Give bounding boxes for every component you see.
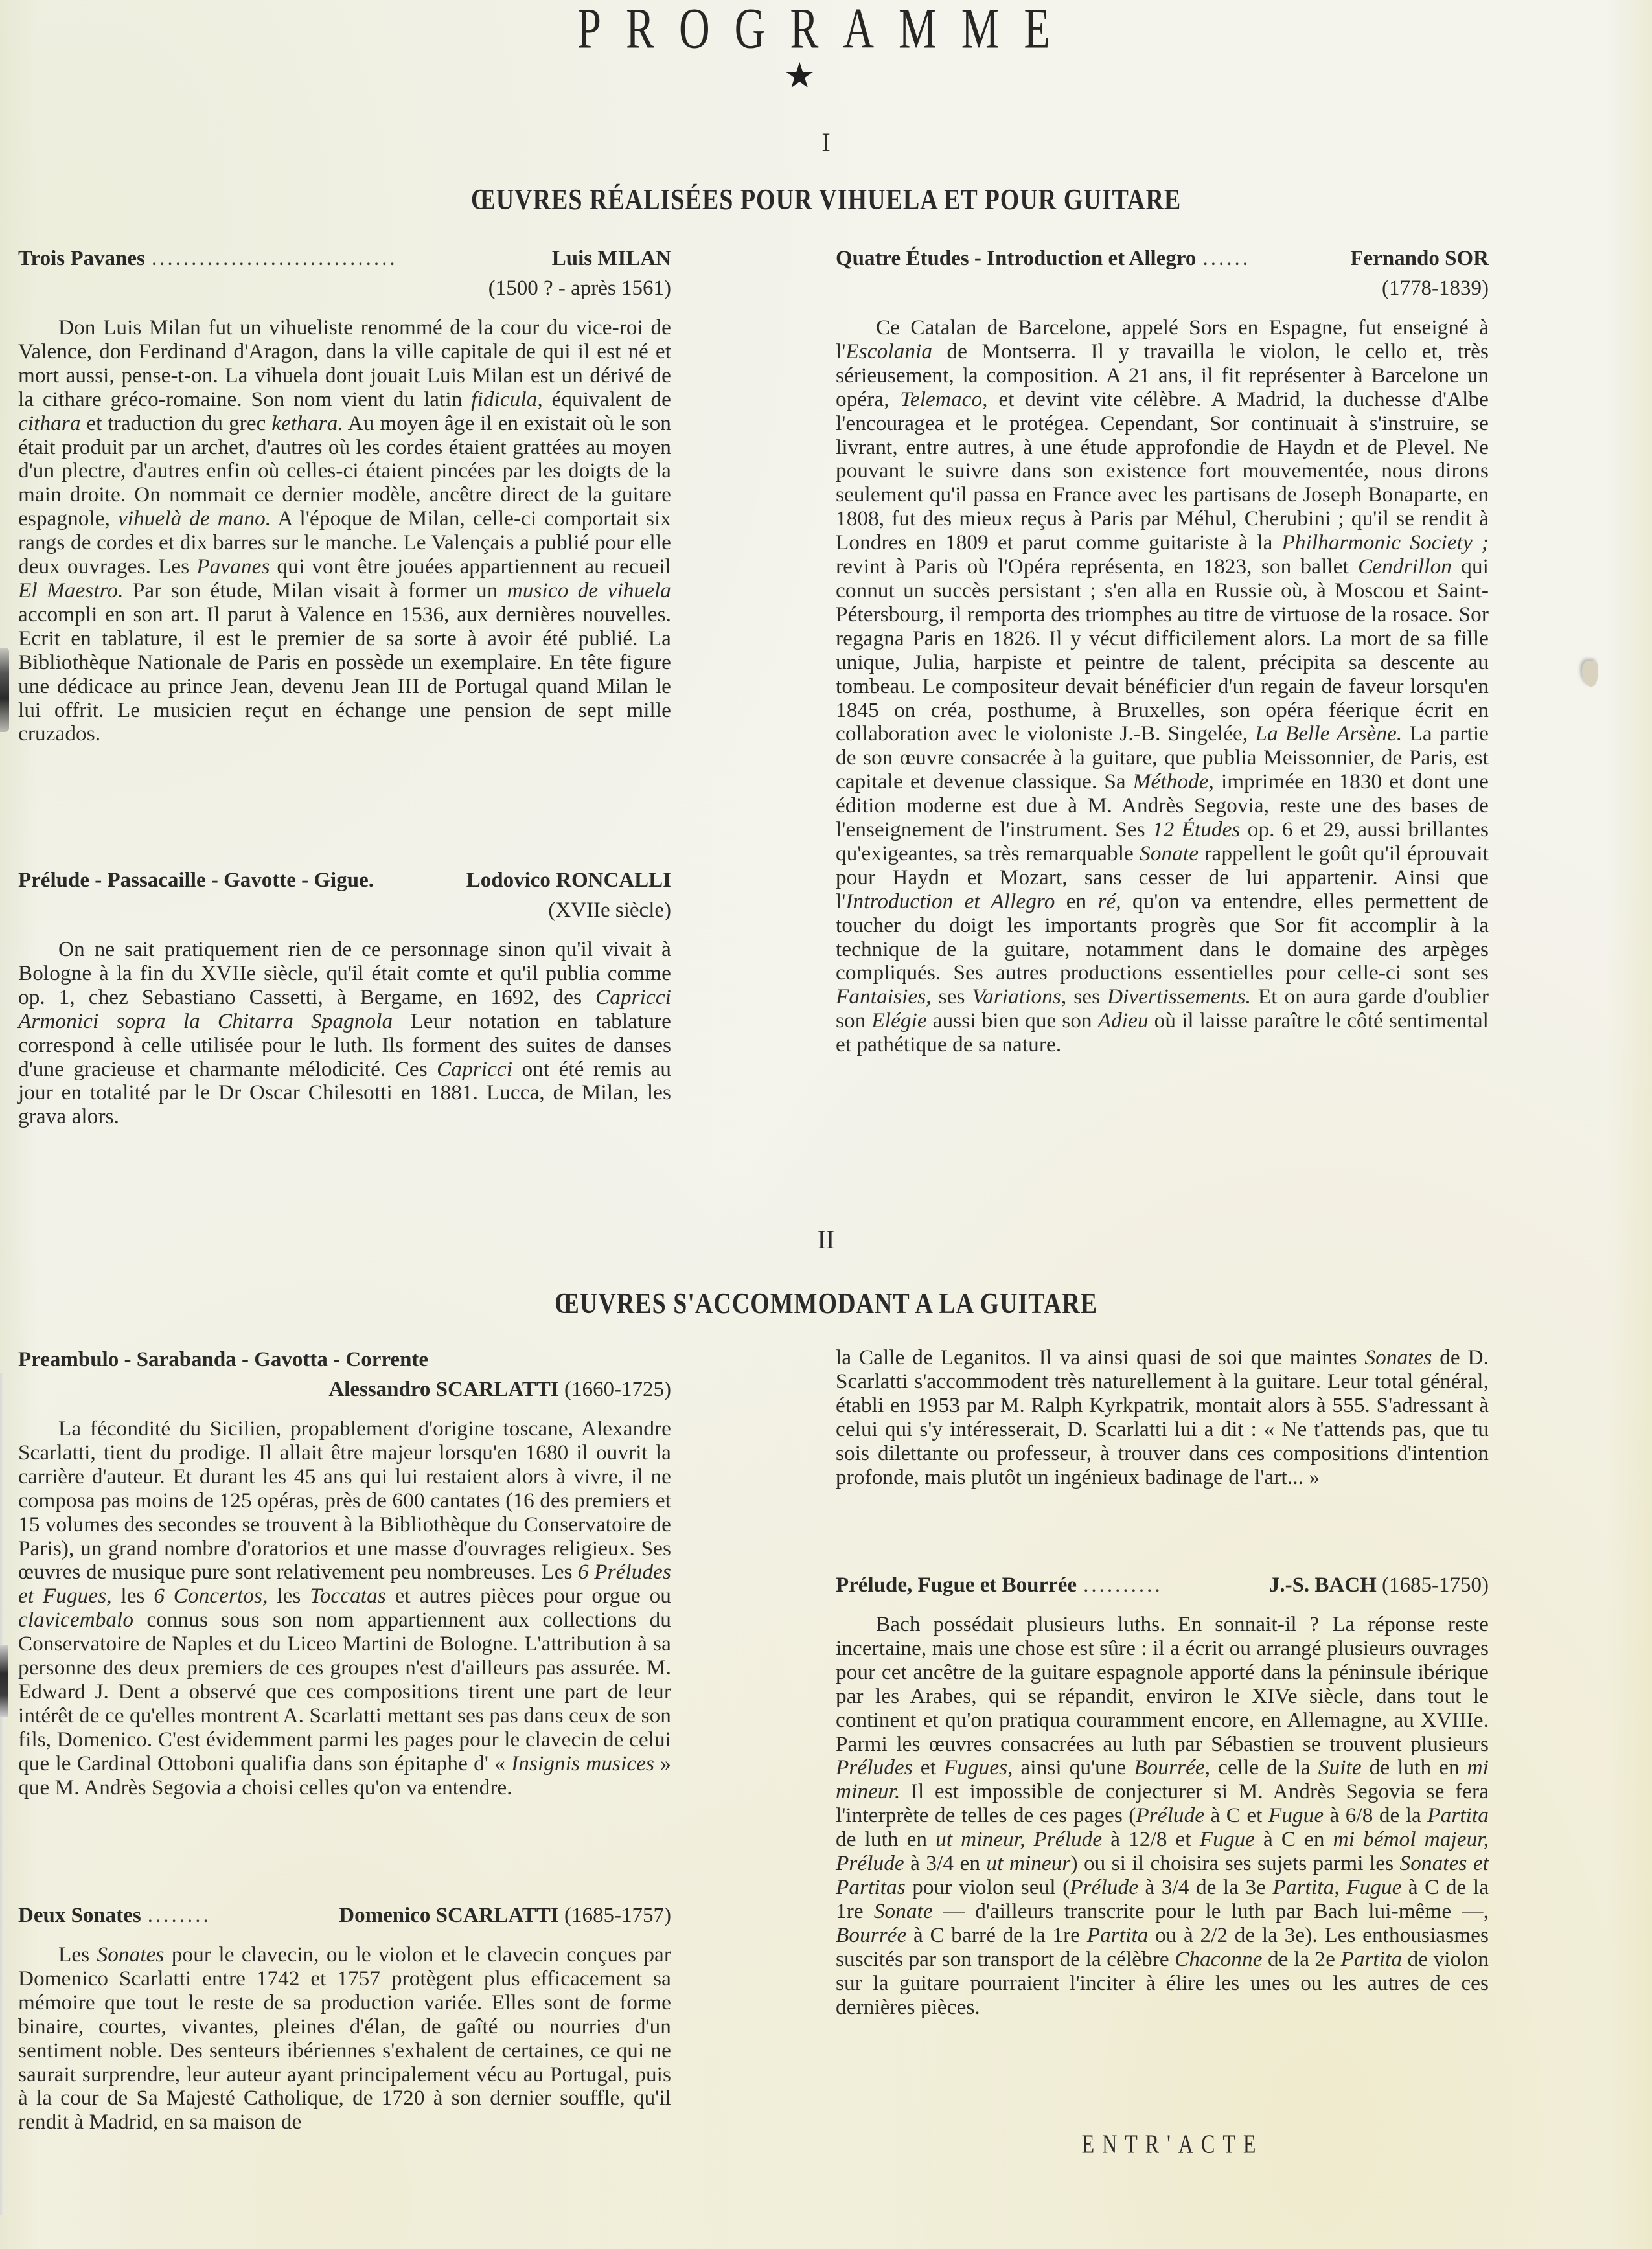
entry-header [18, 1345, 671, 1375]
italic-text: Capricci [437, 1056, 513, 1081]
text-run: et [912, 1755, 944, 1780]
entry-header [18, 244, 671, 273]
text-run: revint à Paris où l'Opéra représenta, en 1823, son ballet [836, 554, 1359, 579]
italic-text: Philharmonic Society ; [1281, 531, 1489, 555]
entry-header [18, 1901, 671, 1930]
text-run: Au moyen âge il en existait où le son était produit par un archet, d'autres où les cordes étaient grattées au moyen d'un plectre, d'autres enfin où celles-ci étaient pincées par les doigts de la main droite. On nommait ce dernier modèle, ancêtre direct de la guitare espagnole, [18, 411, 671, 531]
entry-sor [836, 244, 1489, 1057]
italic-text: Prélude [1070, 1875, 1139, 1899]
composer-name: Luis MILAN [551, 247, 671, 270]
italic-text: fidicula, [471, 387, 543, 411]
italic-text: ré, [1097, 889, 1121, 913]
composer-dates: (1685-1757) [564, 1904, 671, 1927]
text-run: Ce Catalan de Barcelone, appelé Sors en Espagne, fut enseigné à l' [836, 315, 1489, 363]
text-run: Par son étude, Milan visait à former un [123, 578, 507, 602]
text-run: en [1055, 889, 1098, 913]
composer-dates: (1500 ? - après 1561) [488, 277, 671, 300]
composer-dates: (1660-1725) [564, 1378, 671, 1401]
entry-body [836, 1613, 1489, 2019]
text-run: qui vont être jouées appartiennent au recueil [270, 554, 671, 579]
text-run: aussi bien que son [926, 1009, 1098, 1033]
italic-text: Cendrillon [1358, 554, 1452, 579]
composer-line [339, 1901, 671, 1930]
composer-dates: (1685-1750) [1382, 1573, 1489, 1597]
text-run: connus sous son nom appartiennent aux collections du Conservatoire de Naples et du Liceo Martini de Bologne. L'attribution à sa personne des deux premiers de ces groupes n'est d'ailleurs pas assurée. M. Edward J. Dent a observé que ces compositions tirent une part de leur intérêt de ce qu'elles montrent A. Scarlatti mettant ses pas dans ceux de son fils, Domenico. C'est évidemment parmi les pages pour le clavecin de celui que le Cardinal Ottoboni qualifia dans son épitaphe d' « [18, 1608, 671, 1775]
italic-text: ut mineur, Prélude [935, 1827, 1103, 1852]
text-run: Et on aura garde d'oublier son [836, 985, 1489, 1033]
italic-text: Fugue [1199, 1827, 1255, 1852]
page-tear-lower [0, 1645, 8, 1717]
text-run: et traduction du grec [80, 411, 272, 435]
italic-text: Fantaisies, [836, 985, 932, 1009]
italic-text: Suite [1318, 1755, 1362, 1780]
leader-dots: .......... [1083, 1573, 1163, 1597]
text-run: qui connut un succès persistant ; s'en alla en Russie où, à Moscou et Saint-Pétersbourg, il remporta des triomphes au titre de virtuose de la rosace. Sor regagna Paris en 1826. Il y vécut difficilement alors. La mort de sa fille unique, Julia, harpiste et peintre de talent, précipita sa descente au tombeau. Le compositeur devait bénéficier d'un regain de faveur lorsqu'en 1845 on créa, posthume, à Bruxelles, son opéra féerique écrit en collaboration avec le violoniste J.-B. Singelée, [836, 554, 1489, 746]
text-run: les [268, 1584, 310, 1608]
leader-dots: ........ [147, 1904, 211, 1927]
italic-text: Fugues, [943, 1755, 1013, 1780]
composer-dates: (XVIIe siècle) [548, 898, 671, 922]
text-run: ont été remis au jour en totalité par le Dr Oscar Chilesotti en 1881. Lucca, de Milan, les grava alors. [18, 1056, 671, 1129]
paragraph [18, 938, 671, 1129]
text-run: ou à 2/2 de la 3e). Les enthousiasmes suscités par son transport de la célèbre [836, 1923, 1489, 1971]
text-run: la Calle de Leganitos. Il va ainsi quasi de soi que maintes [836, 1345, 1365, 1369]
text-run: La fécondité du Sicilien, propablement d'origine toscane, Alexandre Scarlatti, tient du prodige. Il allait être majeur lorsqu'en 1680 il ouvrit la carrière d'auteur. Et durant les 45 ans qui lui restaient alors à vivre, il ne composa pas moins de 125 opéras, près de 600 cantates (16 des premiers et 15 volumes des secondes se trouvent à la Bibliothèque du Conservatoire de Paris), un grand nombre d'oratorios et une masse d'ouvrages religieux. Ses œuvres de musique pure sont relativement peu nombreuses. Les [18, 1417, 671, 1584]
text-run: de la 2e [1262, 1946, 1341, 1971]
text-run: pour violon seul ( [905, 1875, 1070, 1899]
italic-text: mi mineur. [836, 1755, 1489, 1804]
italic-text: Adieu [1097, 1009, 1149, 1033]
italic-text: Bourrée [836, 1923, 907, 1947]
italic-text: mi bémol majeur, Prélude [836, 1827, 1489, 1876]
paragraph [836, 1346, 1489, 1489]
italic-text: kethara. [271, 411, 343, 435]
part-heading-2: ŒUVRES S'ACCOMMODANT A LA GUITARE [554, 1287, 1098, 1320]
work-title: Preambulo - Sarabanda - Gavotta - Corrente [18, 1348, 429, 1371]
paragraph [18, 1943, 671, 2134]
italic-text: 6 Préludes et Fugues, [18, 1560, 671, 1608]
italic-text: clavicembalo [18, 1608, 134, 1632]
text-run: de Montserra. Il y travailla le violon, le cello et, très sérieusement, la composition. A 21 ans, il fit représenter à Barcelone un opéra, [836, 339, 1489, 411]
text-run: de luth en [1361, 1755, 1467, 1780]
text-run: à 6/8 de la [1324, 1803, 1428, 1828]
text-run: pour le clavecin, ou le violon et le clavecin conçues par Domenico Scarlatti entre 1742 et 1757 protègent plus efficacement sa mémoire que tout le reste de sa production variée. Elles sont de forme binaire, courtes, vivantes, pleines d'élan, de gaîté ou nourries d'un sentiment noble. Des senteurs ibériennes s'exhalent de certaines, ce qui ne saurait surprendre, leur auteur ayant principalement vécu au Portugal, puis à la cour de Sa Majesté Catholique, de 1720 à son dernier souffle, qu'il rendit à Madrid, en sa maison de [18, 1943, 671, 2134]
work-title: Trois Pavanes [18, 247, 145, 270]
leader-dots: ............................... [151, 247, 398, 270]
text-run: Bach possédait plusieurs luths. En sonnait-il ? La réponse reste incertaine, mais une chose est sûre : il a écrit ou arrangé plusieurs ouvrages pour cet ancêtre de la guitare espagnole apporté dans la péninsule ibérique par les Arabes, qui se répandit, environ le XIVe siècle, dans tout le continent et qu'on pratiqua couramment encore, en Allemagne, au XVIIIe. Parmi les œuvres consacrées au luth par Sébastien se trouvent plusieurs [836, 1612, 1489, 1756]
text-run: qu'on va entendre, elles permettent de toucher du doigt les importants progrès que Sor fit accomplir à la technique de la guitare, notamment dans le domaine des arpèges compliqués. Ses autres productions essentielles pour celle-ci sont ses [836, 889, 1489, 985]
work-title: Prélude - Passacaille - Gavotte - Gigue. [18, 869, 374, 892]
italic-text: Pavanes [196, 554, 270, 579]
entry-roncalli [18, 865, 671, 1129]
entry-bach [836, 1570, 1489, 2019]
entry-header [836, 244, 1489, 273]
italic-text: Elégie [871, 1009, 927, 1033]
italic-text: Insignis musices [511, 1751, 655, 1775]
work-title: Deux Sonates [18, 1904, 141, 1927]
text-run: les [111, 1584, 154, 1608]
italic-text: Partita, Fugue [1272, 1875, 1402, 1899]
italic-text: Prélude [1136, 1803, 1205, 1828]
star-icon: ★ [784, 56, 816, 95]
part-heading-1: ŒUVRES RÉALISÉES POUR VIHUELA ET POUR GUITARE [470, 183, 1182, 216]
text-run: ) ou si il choisira ses sujets parmi les [1070, 1851, 1400, 1876]
entry-body [836, 316, 1489, 1057]
text-run: rappellent le goût qu'il éprouvait pour Haydn et Mozart, sans cesser de lui appartenir. Ainsi que l' [836, 841, 1489, 913]
italic-text: Telemaco, [900, 387, 988, 411]
paragraph [836, 1613, 1489, 2019]
italic-text: Méthode, [1132, 770, 1214, 794]
text-run: Les [58, 1943, 97, 1967]
text-run: ainsi qu'une [1013, 1755, 1134, 1780]
text-run: de D. Scarlatti s'accommodent très naturellement à la guitare. Leur total général, établi en 1953 par M. Ralph Kyrkpatrik, montait alors à 555. S'adressant à celui qui s'y intéresserait, D. Scarlatti lui a dit : « Ne t'attends pas, que tu sois dilettante ou professeur, à trouver dans ces compositions d'intention profonde, mais plutôt un ingénieux badinage de l'art... » [836, 1345, 1489, 1489]
paper-chip [1582, 661, 1598, 687]
italic-text: Variations, [972, 985, 1067, 1009]
entry-body [18, 316, 671, 746]
text-run: Il est impossible de conjecturer si M. Andrès Segovia se fera l'interprète de telles de ces pages ( [836, 1779, 1489, 1828]
text-run: à C barré de la 1re [906, 1923, 1087, 1947]
italic-text: Divertissements. [1107, 985, 1251, 1009]
text-run: celle de la [1210, 1755, 1318, 1780]
italic-text: Sonates [1364, 1345, 1432, 1369]
text-run: Don Luis Milan fut un vihueliste renommé de la cour du vice-roi de Valence, don Ferdinand d'Aragon, dans la ville capitale de qui il est né et mort aussi, pense-t-on. La vihuela dont jouait Luis Milan est un dérivé de la cithare gréco-romaine. Son nom vient du latin [18, 315, 671, 411]
composer-name: Lodovico RONCALLI [466, 869, 671, 892]
text-run: On ne sait pratiquement rien de ce personnage sinon qu'il vivait à Bologne à la fin du XVIIe siècle, qu'il était comte et qu'il publia comme op. 1, chez Sebastiano Cassetti, à Bergame, en 1692, des [18, 937, 671, 1009]
italic-text: Introduction et Allegro [845, 889, 1055, 913]
paragraph [18, 1417, 671, 1800]
italic-text: Préludes [836, 1755, 913, 1780]
entry-alessandro-scarlatti [18, 1345, 671, 1800]
work-title: Prélude, Fugue et Bourrée [836, 1573, 1077, 1597]
text-run: et autres pièces pour orgue ou [385, 1584, 671, 1608]
italic-text: Fugue [1268, 1803, 1324, 1828]
composer-dates: (1778-1839) [1382, 277, 1489, 300]
paragraph [836, 316, 1489, 1057]
entry-domenico-scarlatti [18, 1901, 671, 2134]
text-run: à C en [1255, 1827, 1333, 1852]
italic-text: Bourrée, [1134, 1755, 1211, 1780]
part-numeral-1: I [821, 128, 831, 157]
italic-text: Chaconne [1175, 1946, 1263, 1971]
italic-text: musico de vihuela [507, 578, 671, 602]
text-run: à C de la 1re [836, 1875, 1489, 1923]
italic-text: 12 Études [1152, 817, 1241, 842]
continuation-body [836, 1346, 1489, 1489]
entry-body [18, 1943, 671, 2134]
italic-text: Partita [1340, 1946, 1403, 1971]
paragraph [18, 316, 671, 746]
text-run: à 3/4 en [904, 1851, 987, 1876]
text-run: ses [1066, 985, 1108, 1009]
work-title: Quatre Études - Introduction et Allegro [836, 247, 1197, 270]
text-run: à 3/4 de la 3e [1138, 1875, 1273, 1899]
entry-body [18, 938, 671, 1129]
italic-text: Escolania [845, 339, 933, 363]
page-tear [0, 648, 9, 732]
text-run: La partie de son œuvre consacrée à la guitare, que publia Meissonnier, de Paris, est capitale et devenue classique. Sa [836, 722, 1489, 794]
italic-text: ut mineur [986, 1851, 1071, 1876]
composer-name: J.-S. BACH [1268, 1573, 1377, 1597]
composer-name: Domenico SCARLATTI [339, 1904, 559, 1927]
italic-text: 6 Concertos, [154, 1584, 268, 1608]
composer-line [18, 1375, 671, 1404]
text-run: A l'époque de Milan, celle-ci comportait six rangs de cordes et dix barres sur le manche. Le Valençais a publié pour elle deux ouvrages. Les [18, 507, 671, 579]
text-run: équivalent de [542, 387, 672, 411]
italic-text: El Maestro. [18, 578, 124, 602]
part-numeral-2: II [817, 1225, 835, 1254]
entry-continuation [836, 1346, 1489, 1489]
text-run: où il laisse paraître le côté sentimental et pathétique de sa nature. [836, 1009, 1489, 1057]
text-run: à C et [1204, 1803, 1268, 1828]
entry-milan [18, 244, 671, 746]
italic-text: Sonate [873, 1899, 933, 1923]
italic-text: vihuelà de mano. [117, 507, 271, 531]
text-run: op. 6 et 29, aussi brillantes qu'exigeantes, sa très remarquable [836, 817, 1489, 865]
italic-text: Sonates et Partitas [836, 1851, 1489, 1899]
page-edge-shadow [0, 1373, 5, 2215]
leader-dots: ...... [1202, 247, 1250, 270]
italic-text: La Belle Arsène. [1255, 722, 1403, 746]
entracte-label: ENTR'ACTE [1081, 2129, 1264, 2159]
text-run: accompli en son art. Il parut à Valence en 1536, aux dernières nouvelles. Ecrit en tablature, il est le premier de sa sorte à avoir été publié. La Bibliothèque Nationale de Paris en possède un exemplaire. En tête figure une dédicace au prince Jean, devenu Jean III de Portugal quand Milan le lui offrit. Le musicien reçut en échange une pension de sept mille cruzados. [18, 602, 671, 746]
italic-text: Partita [1086, 1923, 1149, 1947]
entry-header [18, 865, 671, 895]
italic-text: Toccatas [310, 1584, 386, 1608]
italic-text: Sonate [1140, 841, 1199, 865]
entry-body [18, 1417, 671, 1800]
italic-text: Capricci Armonici sopra la Chitarra Spagnola [18, 985, 671, 1033]
composer-line [1269, 1570, 1489, 1600]
italic-text: Partita [1427, 1803, 1489, 1828]
text-run: à 12/8 et [1102, 1827, 1200, 1852]
text-run: de violon sur la guitare pourraient l'inciter à élire les unes ou les autres de ces dernières pièces. [836, 1946, 1489, 2019]
entry-header [836, 1570, 1489, 1600]
composer-name: Alessandro SCARLATTI [328, 1378, 559, 1401]
text-run: imprimée en 1830 et dont une édition moderne est due à M. Andrès Segovia, reste une des bases de l'enseignement de l'instrument. Ses [836, 770, 1489, 842]
italic-text: Sonates [97, 1943, 165, 1967]
text-run: et devint vite célèbre. A Madrid, la duchesse d'Albe l'encouragea et le protégea. Cependant, Sor continuait à s'instruire, se livrant, entre autres, à une étude approfondie de Haydn et de Plevel. Ne pouvant le suivre dans son existence fort mouvementée, nous dirons seulement qu'il passa en France avec les partisans de Joseph Bonaparte, en 1808, fut des mieux reçus à Paris par Méhul, Cherubini ; qu'il se rendit à Londres en 1809 et parut comme guitariste à la [836, 387, 1489, 555]
composer-name: Fernando SOR [1350, 247, 1489, 270]
italic-text: cithara [18, 411, 81, 435]
text-run: de luth en [836, 1827, 936, 1852]
text-run: ses [931, 985, 972, 1009]
text-run: — d'ailleurs transcrite pour le luth par Bach lui-même —, [932, 1899, 1489, 1923]
text-run: » que M. Andrès Segovia a choisi celles qu'on va entendre. [18, 1751, 671, 1799]
page-title: PROGRAMME [577, 0, 1075, 61]
text-run: Leur notation en tablature correspond à celle utilisée pour le luth. Ils forment des suites de danses d'une gracieuse et charmante mélodicité. Ces [18, 1009, 671, 1081]
